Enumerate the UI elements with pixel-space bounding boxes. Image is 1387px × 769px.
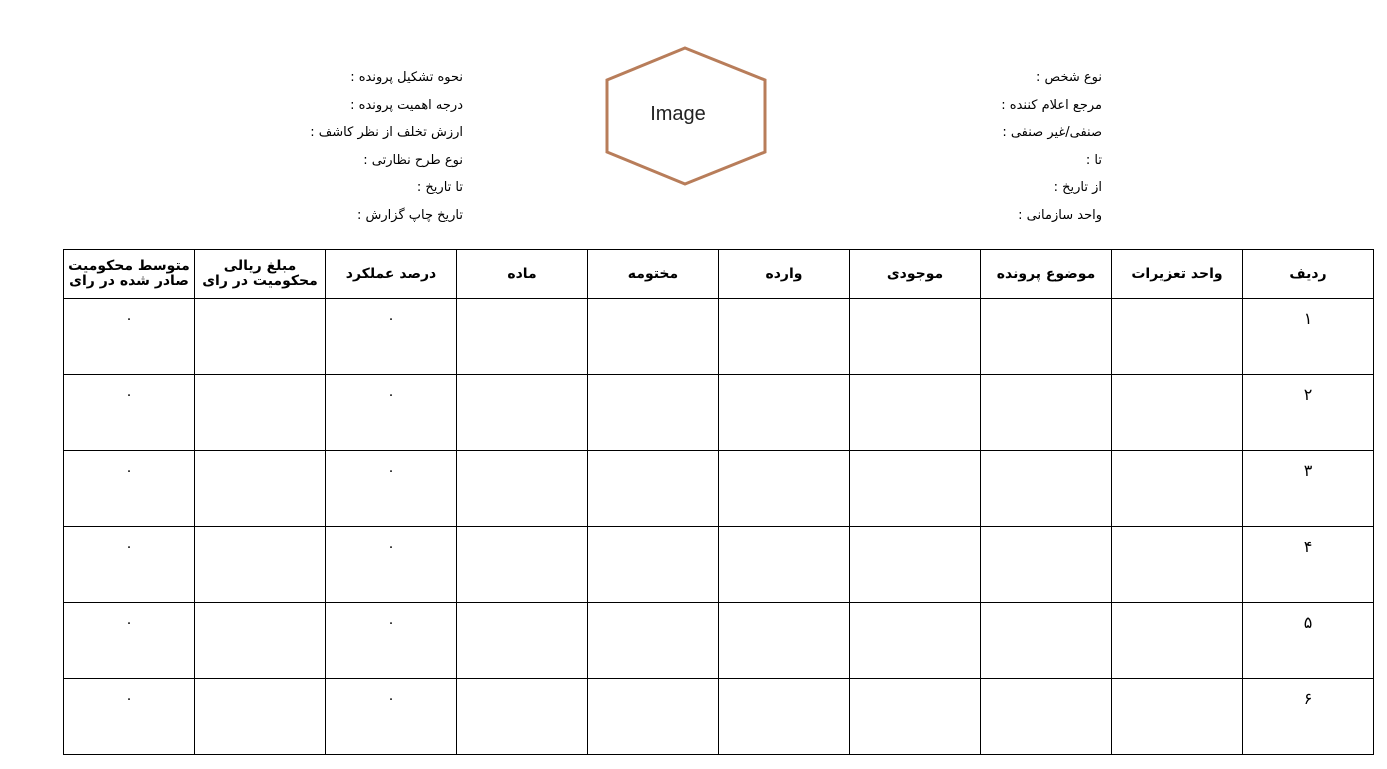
table-cell-article — [457, 375, 588, 451]
table-cell-average: ۰ — [64, 527, 195, 603]
table-cell-stock — [850, 451, 981, 527]
table-cell-incoming — [719, 451, 850, 527]
report-filters-right — [1001, 64, 1102, 229]
table-cell-row: ۴ — [1243, 527, 1374, 603]
table-cell-unit — [1112, 451, 1243, 527]
table-cell-closed — [588, 679, 719, 755]
column-header: واحد تعزیرات — [1112, 250, 1243, 299]
column-header: مختومه — [588, 250, 719, 299]
case-importance-label: درجه اهمیت پرونده : — [350, 97, 463, 113]
table-cell-average: ۰ — [64, 375, 195, 451]
table-cell-article — [457, 299, 588, 375]
table-cell-percent: ۰ — [326, 679, 457, 755]
table-cell-stock — [850, 527, 981, 603]
table-cell-subject — [981, 527, 1112, 603]
table-cell-percent: ۰ — [326, 299, 457, 375]
table-cell-incoming — [719, 299, 850, 375]
table-cell-amount — [195, 679, 326, 755]
table-cell-percent: ۰ — [326, 603, 457, 679]
table-cell-closed — [588, 451, 719, 527]
logo-placeholder-text: Image — [650, 103, 706, 125]
table-cell-incoming — [719, 527, 850, 603]
table-row — [64, 679, 1374, 755]
table-cell-unit — [1112, 299, 1243, 375]
table-cell-row: ۶ — [1243, 679, 1374, 755]
table-cell-subject — [981, 375, 1112, 451]
person-type-label: نوع شخص : — [1036, 70, 1102, 85]
table-cell-stock — [850, 375, 981, 451]
table-row — [64, 375, 1374, 451]
table-cell-average: ۰ — [64, 299, 195, 375]
table-cell-subject — [981, 603, 1112, 679]
column-header: موضوع پرونده — [981, 250, 1112, 299]
logo-placeholder — [603, 44, 769, 190]
table-cell-amount — [195, 375, 326, 451]
table-cell-row: ۲ — [1243, 375, 1374, 451]
table-cell-closed — [588, 527, 719, 603]
table-cell-incoming — [719, 603, 850, 679]
column-header: درصد عملکرد — [326, 250, 457, 299]
table-cell-row: ۵ — [1243, 603, 1374, 679]
filed-method-label: نحوه تشکیل پرونده : — [350, 70, 463, 85]
to-date-label: تا تاریخ : — [416, 180, 463, 195]
table-cell-stock — [850, 679, 981, 755]
table-cell-unit — [1112, 603, 1243, 679]
table-cell-amount — [195, 603, 326, 679]
table-cell-row: ۳ — [1243, 451, 1374, 527]
column-header: ردیف — [1243, 250, 1374, 299]
table-cell-article — [457, 451, 588, 527]
column-header: وارده — [719, 250, 850, 299]
table-cell-percent: ۰ — [326, 451, 457, 527]
column-header: موجودی — [850, 250, 981, 299]
table-cell-percent: ۰ — [326, 527, 457, 603]
to-label: تا : — [1085, 152, 1102, 168]
violation-value-label: ارزش تخلف از نظر کاشف : — [310, 125, 463, 140]
table-cell-subject — [981, 679, 1112, 755]
table-cell-article — [457, 679, 588, 755]
table-cell-amount — [195, 527, 326, 603]
table-cell-percent: ۰ — [326, 375, 457, 451]
org-unit-label: واحد سازمانی : — [1018, 207, 1102, 223]
table-cell-subject — [981, 451, 1112, 527]
column-header: متوسط محکومیت صادر شده در رای — [64, 250, 195, 299]
table-cell-stock — [850, 603, 981, 679]
table-cell-closed — [588, 603, 719, 679]
table-cell-unit — [1112, 375, 1243, 451]
table-cell-subject — [981, 299, 1112, 375]
column-header: ماده — [457, 250, 588, 299]
table-header-row — [64, 250, 1374, 299]
report-filters-left — [310, 64, 463, 229]
table-cell-amount — [195, 451, 326, 527]
column-header: مبلغ ریالی محکومیت در رای — [195, 250, 326, 299]
table-cell-closed — [588, 375, 719, 451]
supervision-plan-type-label: نوع طرح نظارتی : — [363, 152, 463, 168]
print-date-label: تاریخ چاپ گزارش : — [357, 207, 463, 223]
report-table — [63, 249, 1374, 755]
table-row — [64, 527, 1374, 603]
table-cell-average: ۰ — [64, 603, 195, 679]
table-cell-unit — [1112, 527, 1243, 603]
table-row — [64, 299, 1374, 375]
table-cell-row: ۱ — [1243, 299, 1374, 375]
table-cell-average: ۰ — [64, 451, 195, 527]
table-cell-stock — [850, 299, 981, 375]
table-row — [64, 603, 1374, 679]
from-date-label: از تاریخ : — [1053, 180, 1102, 195]
table-cell-closed — [588, 299, 719, 375]
table-cell-article — [457, 603, 588, 679]
table-cell-incoming — [719, 375, 850, 451]
table-row — [64, 451, 1374, 527]
table-cell-average: ۰ — [64, 679, 195, 755]
reporting-authority-label: مرجع اعلام کننده : — [1001, 97, 1102, 113]
table-cell-amount — [195, 299, 326, 375]
table-cell-article — [457, 527, 588, 603]
guild-status-label: صنفی/غیر صنفی : — [1002, 125, 1102, 140]
table-cell-incoming — [719, 679, 850, 755]
table-cell-unit — [1112, 679, 1243, 755]
